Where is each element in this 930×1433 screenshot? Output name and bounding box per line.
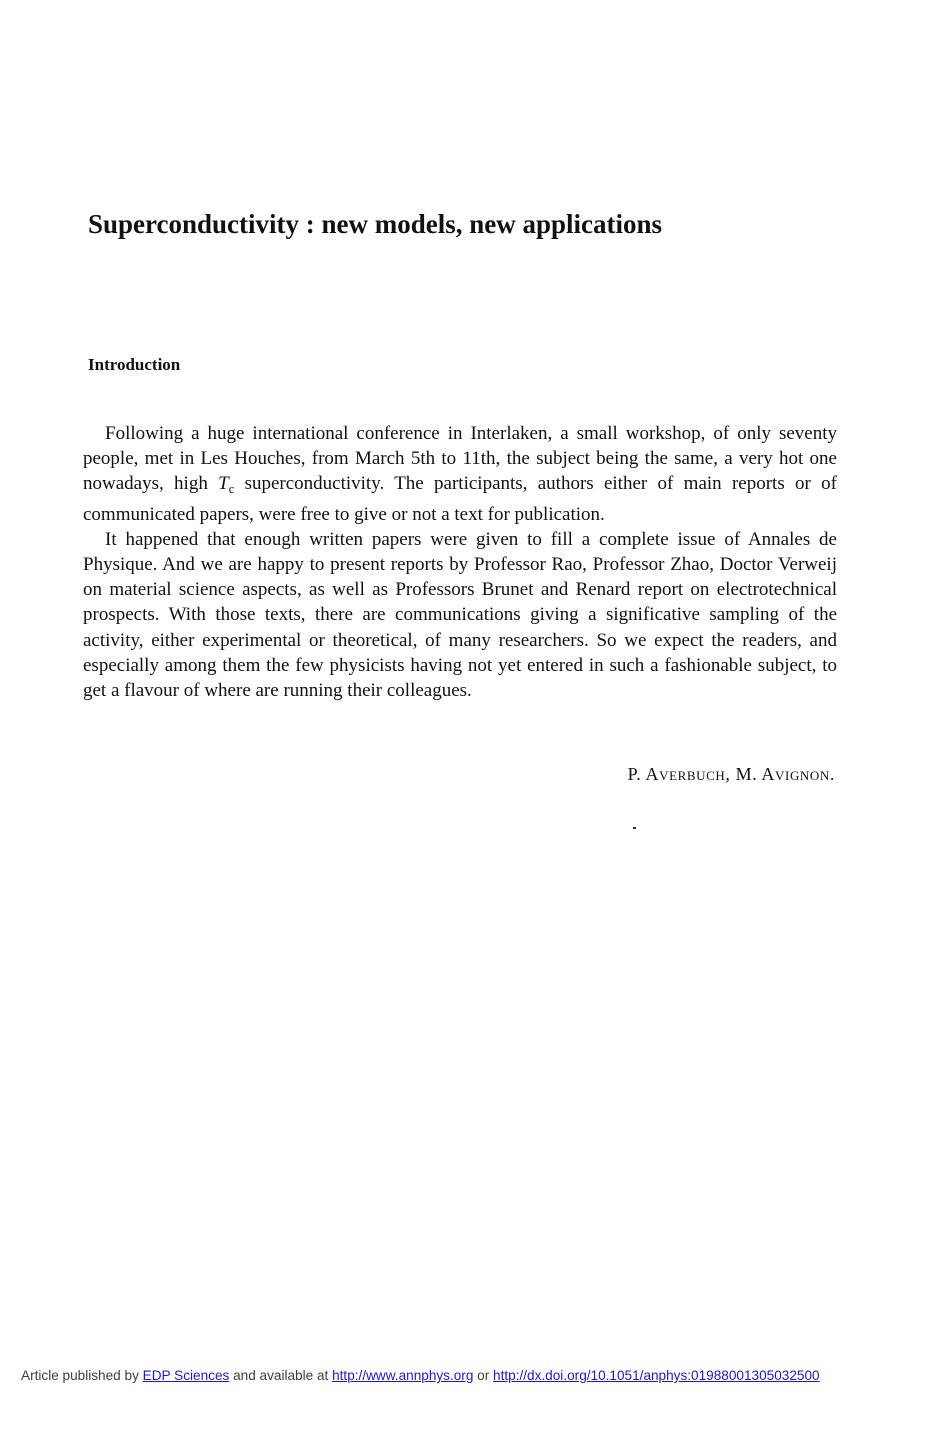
paragraph-1-text-start: Following a huge international conference in Interlaken, a small workshop, of only seventy people, met in Les Houches, from March 5th to 11th, the subject being the same, a very hot one nowadays, high (83, 423, 837, 495)
author-signature: P. Averbuch, M. Avignon. (627, 764, 835, 784)
footer-middle: and available at (229, 1368, 333, 1383)
page-title: Superconductivity : new models, new applications (88, 209, 663, 239)
stray-ink-mark (633, 827, 636, 829)
paragraph-1 (83, 421, 837, 527)
paragraph-2: It happened that enough written papers were given to fill a complete issue of Annales de Physique. And we are happy to present reports by Professor Rao, Professor Zhao, Doctor Verweij on material science aspects, as well as Professors Brunet and Renard report on electrotechnical prospects. With those texts, there are communications giving a significative sampling of the activity, either experimental or theoretical, of many researchers. So we expect the readers, and especially among them the few physicists having not yet entered in such a fashionable subject, to get a flavour of where are running their colleagues. (83, 529, 837, 701)
article-body (83, 421, 837, 703)
publisher-link[interactable]: EDP Sciences (142, 1368, 230, 1383)
footer-prefix: Article published by (21, 1368, 143, 1383)
doi-link[interactable]: http://dx.doi.org/10.1051/anphys:01988001305032500 (493, 1368, 820, 1383)
publication-footer (21, 1367, 911, 1385)
section-heading: Introduction (88, 355, 181, 374)
journal-link[interactable]: http://www.annphys.org (332, 1368, 474, 1383)
footer-or: or (473, 1368, 494, 1383)
paragraph-1-text-end: superconductivity. The participants, authors either of main reports or of communicated papers, were free to give or not a text for publication. (83, 473, 837, 526)
critical-temperature-subscript: c (228, 481, 235, 496)
critical-temperature-symbol: T (218, 473, 229, 495)
